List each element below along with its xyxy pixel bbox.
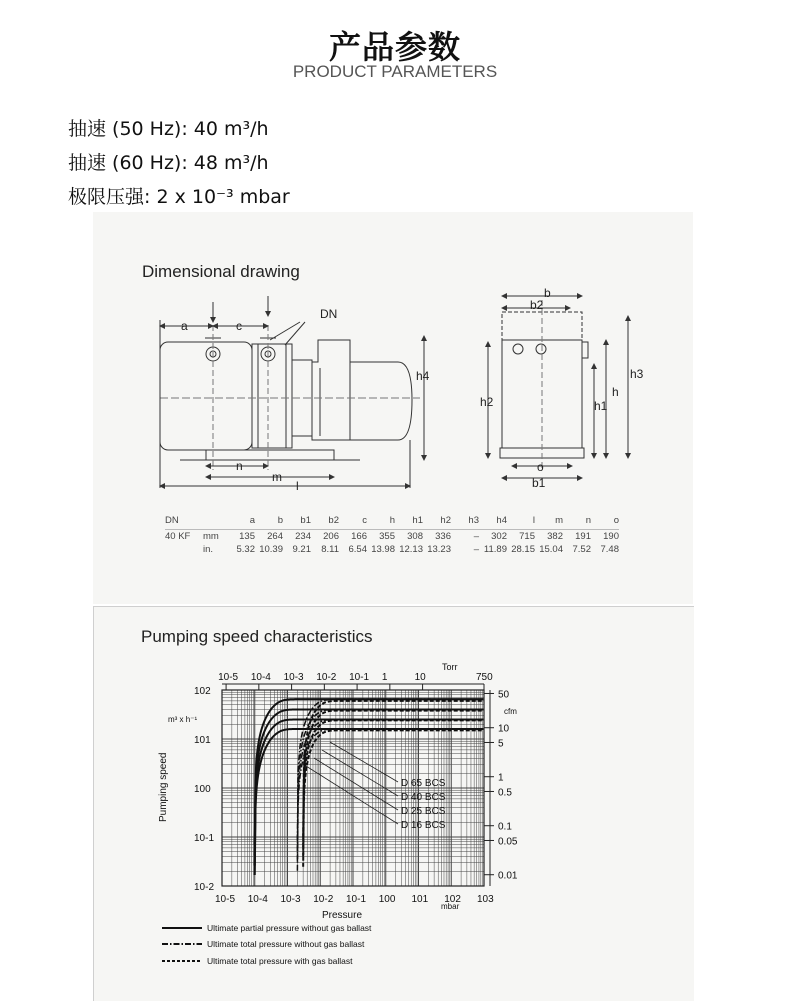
table-cell: 302	[491, 531, 507, 542]
x-tick-label: 103	[477, 894, 494, 905]
top-axis-label: Torr	[442, 662, 458, 672]
table-cell: 382	[547, 531, 563, 542]
dim-label-h: h	[612, 385, 619, 399]
table-cell: –	[473, 531, 479, 542]
table-cell: 28.15	[511, 544, 535, 555]
dim-label-b2: b2	[530, 298, 544, 312]
top-tick-label: 1	[381, 672, 388, 683]
spec-ultimate-pressure: 极限压强: 2 x 10⁻³ mbar	[68, 186, 290, 208]
table-cell: 135	[239, 531, 255, 542]
table-header-cell: h	[367, 514, 395, 530]
table-header-cell: l	[507, 514, 535, 530]
table-cell: 191	[575, 531, 591, 542]
table-header-cell: b1	[283, 514, 311, 530]
top-tick-label: 10-3	[283, 672, 304, 683]
table-cell: 336	[435, 531, 451, 542]
right-tick-label: 1	[498, 772, 504, 784]
series-label: D 65 BCS	[401, 778, 446, 789]
table-cell: 715	[519, 531, 535, 542]
table-cell: 13.23	[427, 544, 451, 555]
dim-label-b: b	[544, 286, 551, 300]
x-tick-label: 101	[411, 894, 429, 905]
series-label: D 40 BCS	[401, 792, 446, 803]
right-tick-label: 10	[498, 723, 510, 735]
table-header-cell: h3	[451, 514, 479, 530]
table-cell: 12.13	[399, 544, 423, 555]
spec-speed-60hz: 抽速 (60 Hz): 48 m³/h	[68, 152, 269, 174]
right-tick-label: 0.1	[498, 821, 512, 833]
dimensional-drawing-title: Dimensional drawing	[142, 262, 300, 281]
right-tick-label: 5	[498, 738, 504, 750]
table-header-cell: b	[255, 514, 283, 530]
table-header-cell: h4	[479, 514, 507, 530]
top-tick-label: 10-4	[250, 672, 271, 683]
table-cell: 13.98	[371, 544, 395, 555]
table-cell: 6.54	[348, 544, 367, 555]
table-cell: 7.52	[572, 544, 591, 555]
table-header-cell: c	[339, 514, 367, 530]
legend-label: Ultimate total pressure without gas ballast	[207, 939, 365, 949]
y-tick-label: 100	[194, 784, 211, 795]
legend-label: Ultimate total pressure with gas ballast	[207, 956, 353, 966]
table-cell: 206	[323, 531, 339, 542]
series-line-d-40-bcs	[255, 709, 484, 855]
table-header-cell: b2	[311, 514, 339, 530]
table-cell: in.	[203, 544, 214, 555]
table-cell: 9.21	[292, 544, 311, 555]
y-tick-label: 101	[194, 735, 211, 746]
table-cell: 11.89	[483, 544, 507, 555]
right-tick-label: 0.5	[498, 787, 512, 799]
table-header-cell: m	[535, 514, 563, 530]
right-tick-label: 50	[498, 689, 510, 701]
series-line-d-16-bcs	[255, 729, 484, 875]
x-tick-label: 10-5	[215, 894, 236, 905]
table-cell: 308	[407, 531, 423, 542]
x-tick-label: 10-3	[280, 894, 301, 905]
y-tick-label: 102	[194, 686, 211, 697]
y-axis-title: Pumping speed	[158, 752, 169, 822]
right-tick-label: 0.01	[498, 870, 518, 882]
y-tick-label: 10-1	[194, 833, 215, 844]
dim-label-b1: b1	[532, 476, 546, 490]
top-tick-label: 10-2	[316, 672, 337, 683]
right-tick-label: 0.05	[498, 836, 518, 848]
spec-speed-50hz: 抽速 (50 Hz): 40 m³/h	[68, 118, 269, 140]
dim-label-h1: h1	[594, 399, 608, 413]
dim-label-n: n	[236, 459, 243, 473]
table-header-cell: h1	[395, 514, 423, 530]
table-cell: 234	[295, 531, 311, 542]
series-label: D 25 BCS	[401, 806, 446, 817]
x-axis-unit: mbar	[441, 902, 460, 911]
table-cell: 5.32	[236, 544, 255, 555]
y-tick-label: 10-2	[194, 882, 215, 893]
x-tick-label: 10-1	[346, 894, 367, 905]
top-tick-label: 10-5	[218, 672, 239, 683]
right-axis-label: cfm	[504, 707, 517, 716]
legend-label: Ultimate partial pressure without gas ballast	[207, 923, 372, 933]
x-tick-label: 10-4	[247, 894, 268, 905]
x-axis-title: Pressure	[322, 910, 363, 921]
series-label: D 16 BCS	[401, 820, 446, 831]
table-header-cell: n	[563, 514, 591, 530]
table-cell: 166	[351, 531, 367, 542]
dim-label-h2: h2	[480, 395, 494, 409]
pumping-speed-title: Pumping speed characteristics	[141, 627, 373, 646]
table-cell: 15.04	[539, 544, 563, 555]
page-subtitle: PRODUCT PARAMETERS	[292, 62, 498, 81]
x-tick-label: 10-2	[313, 894, 334, 905]
dim-label-c: c	[236, 319, 242, 333]
table-header-cell: o	[591, 514, 619, 530]
dim-label-m: m	[272, 470, 282, 484]
dim-label-l: l	[296, 479, 299, 493]
top-tick-label: 750	[475, 672, 493, 683]
table-header-cell: h2	[423, 514, 451, 530]
dim-label-dn: DN	[320, 307, 338, 321]
page-title: 产品参数	[328, 28, 461, 66]
x-tick-label: 102	[444, 894, 461, 905]
table-cell: 8.11	[321, 544, 339, 555]
table-cell: 10.39	[259, 544, 283, 555]
top-tick-label: 10	[414, 672, 426, 683]
table-cell: 264	[267, 531, 283, 542]
table-cell: 190	[603, 531, 619, 542]
table-cell: 40 KF	[165, 531, 191, 542]
table-cell: mm	[203, 531, 219, 542]
table-header-cell: DN	[165, 514, 199, 530]
table-cell: –	[473, 544, 479, 555]
table-cell: 355	[379, 531, 395, 542]
table-cell: 7.48	[600, 544, 619, 555]
x-tick-label: 100	[378, 894, 396, 905]
dim-label-a: a	[181, 319, 188, 333]
y-axis-unit: m³ x h⁻¹	[168, 715, 198, 724]
top-tick-label: 10-1	[349, 672, 370, 683]
dim-label-h4: h4	[416, 369, 430, 383]
dim-label-o: o	[537, 460, 544, 474]
table-header-cell: a	[227, 514, 255, 530]
dim-label-h3: h3	[630, 367, 644, 381]
